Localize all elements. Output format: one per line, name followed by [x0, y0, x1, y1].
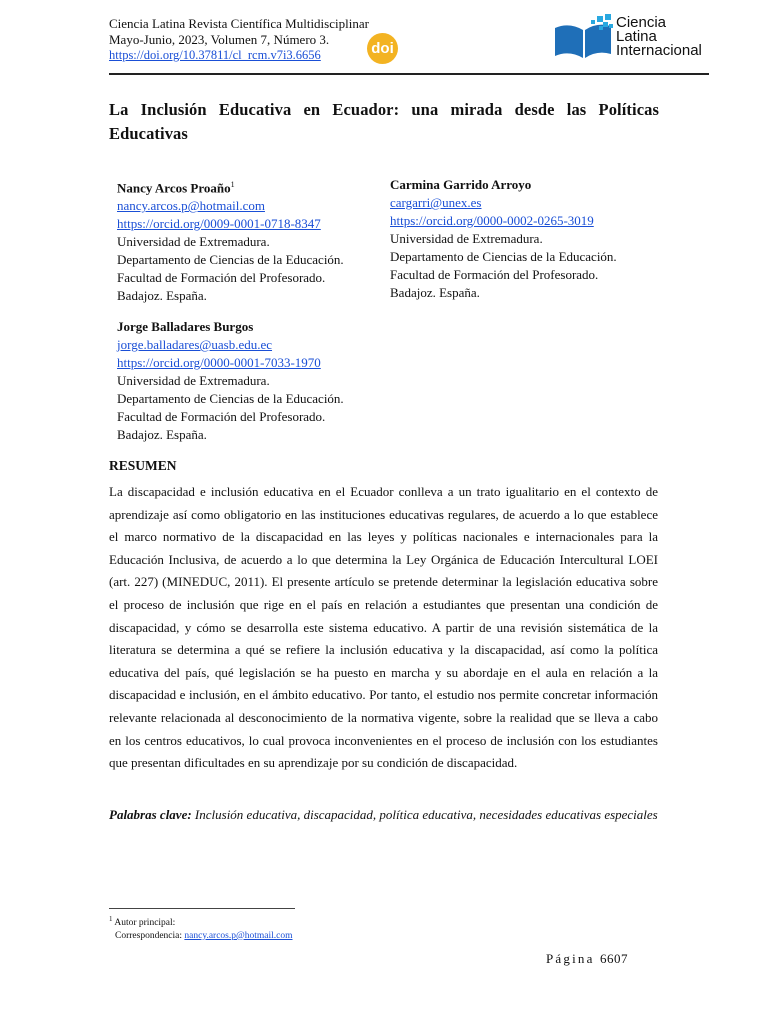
- logo-text-internacional: Internacional: [616, 42, 702, 59]
- keywords-label: Palabras clave:: [109, 807, 192, 822]
- author-name: Jorge Balladares Burgos: [117, 319, 254, 334]
- affiliation-line: Universidad de Extremadura.: [390, 231, 543, 246]
- affiliation-line: Departamento de Ciencias de la Educación.: [117, 252, 344, 268]
- logo-text-latina: Latina: [616, 28, 657, 45]
- affiliation-line: Universidad de Extremadura.: [117, 234, 270, 250]
- footnote-email-link[interactable]: nancy.arcos.p@hotmail.com: [184, 930, 293, 941]
- author-orcid-link[interactable]: https://orcid.org/0000-0002-0265-3019: [390, 213, 594, 228]
- author-block-3: [117, 318, 344, 444]
- keywords: [109, 804, 658, 827]
- author-block-2: [390, 176, 617, 302]
- author-orcid-link[interactable]: https://orcid.org/0000-0001-7033-1970: [117, 355, 321, 370]
- ciencia-latina-logo-icon: [553, 14, 615, 62]
- footnote-divider: [109, 908, 295, 909]
- page-number: Página 6607: [546, 951, 629, 966]
- issue-info: Mayo-Junio, 2023, Volumen 7, Número 3.: [109, 32, 330, 47]
- abstract-heading: RESUMEN: [109, 458, 177, 473]
- author-orcid-link[interactable]: https://orcid.org/0009-0001-0718-8347: [117, 216, 321, 232]
- abstract-text: La discapacidad e inclusión educativa en el Ecuador conlleva a un trato igualitario en el contexto de aprendizaje así como obligatorio en las instituciones educativas regulares, de acuerdo a lo que establece el marco normativo de la discapacidad en las leyes y políticas nacionales e internacionales para la Educación Inclusiva, de acuerdo a lo que determina la Ley Orgánica de Educación Intercultural LOEI (art. 227) (MINEDUC, 2011). El presente artículo se pretende determinar la legislación educativa sobre el proceso de inclusión que rige en el país en relación a estudiantes que presentan una condición de discapacidad, y cómo se desarrolla este sistema educativo. A partir de una revisión sistemática de la literatura se determina a qué se refiere la inclusión educativa y la discapacidad, así como la política educativa del país, qué legislación se ha puesto en marcha y su abordaje en el aula en relación a la discapacidad e inclusión, en el ámbito educativo. Por tanto, el estudio nos permite concretar información relevante relacionada al desconocimiento de la normativa vigente, sobre la realidad que se lleva a cabo en los centros educativos, lo cual provoca inconvenientes en el proceso de inclusión con los estudiantes que presentan dificultades en su aprendizaje por su condición de discapacidad.: [109, 484, 658, 771]
- affiliation-line: Universidad de Extremadura.: [117, 373, 270, 388]
- keywords-list: Inclusión educativa, discapacidad, política educativa, necesidades educativas especiales: [194, 807, 658, 822]
- doi-badge-icon: doi: [367, 33, 398, 64]
- affiliation-line: Departamento de Ciencias de la Educación.: [390, 249, 617, 264]
- footnote-mark: 1: [109, 915, 113, 923]
- affiliation-line: Badajoz. España.: [117, 288, 207, 304]
- footnote-line1: Autor principal:: [114, 918, 176, 929]
- affiliation-line: Facultad de Formación del Profesorado.: [117, 409, 326, 424]
- affiliation-line: Facultad de Formación del Profesorado.: [117, 270, 326, 286]
- affiliation-line: Badajoz. España.: [117, 427, 207, 442]
- author-email-link[interactable]: nancy.arcos.p@hotmail.com: [117, 198, 265, 214]
- header-divider: [109, 73, 709, 75]
- author-block-1: [117, 176, 344, 305]
- footnote: [109, 913, 293, 942]
- logo-text-ciencia: Ciencia: [616, 14, 667, 31]
- author-email-link[interactable]: cargarri@unex.es: [390, 195, 482, 210]
- paper-title: La Inclusión Educativa en Ecuador: una mirada desde las Políticas Educativas: [109, 100, 659, 143]
- author-name: Nancy Arcos Proaño$^1$: [117, 180, 235, 196]
- affiliation-line: Departamento de Ciencias de la Educación.: [117, 391, 344, 406]
- affiliation-line: Facultad de Formación del Profesorado.: [390, 267, 599, 282]
- author-email-link[interactable]: jorge.balladares@uasb.edu.ec: [117, 337, 273, 352]
- affiliation-line: Badajoz. España.: [390, 285, 480, 300]
- journal-name: Ciencia Latina Revista Científica Multidisciplinar: [109, 16, 369, 31]
- doi-link[interactable]: https://doi.org/10.37811/cl_rcm.v7i3.6656: [109, 48, 321, 62]
- footnote-label: Correspondencia:: [115, 930, 183, 941]
- author-name: Carmina Garrido Arroyo: [390, 177, 532, 192]
